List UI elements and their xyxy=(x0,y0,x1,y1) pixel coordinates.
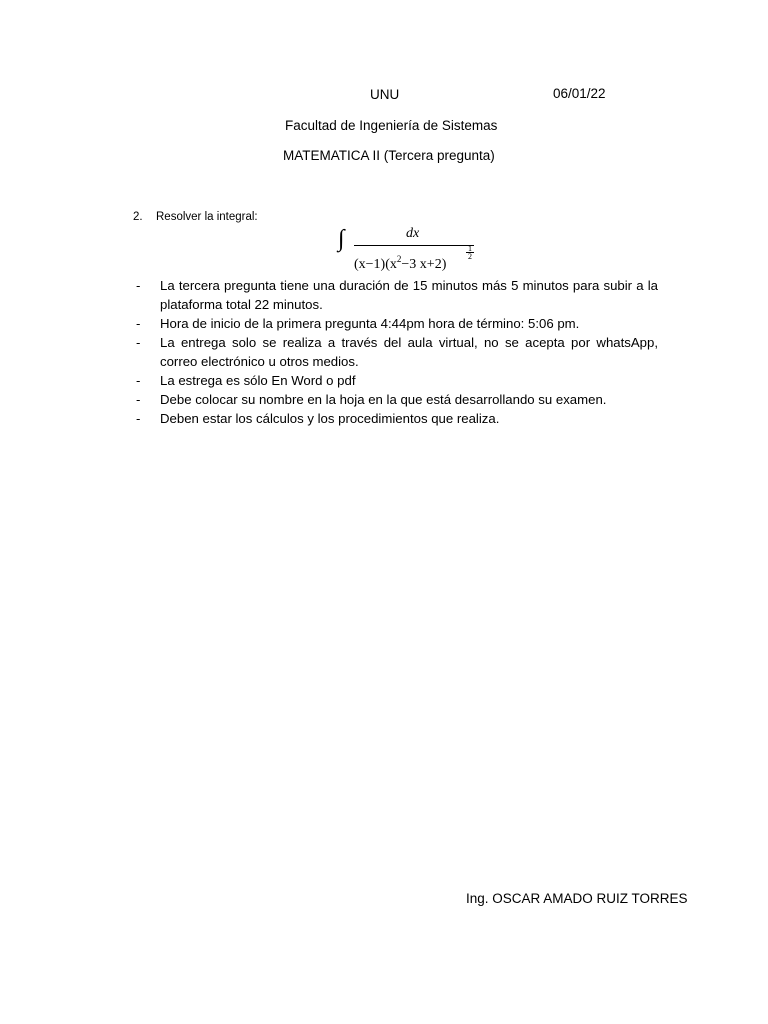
institution-name: UNU xyxy=(370,87,400,102)
rule-item xyxy=(136,314,658,333)
rule-item xyxy=(136,371,658,390)
rules-list xyxy=(136,276,658,428)
integral-expression xyxy=(338,226,488,276)
rule-bullet: - xyxy=(136,278,141,293)
outer-exponent-den: 2 xyxy=(468,252,472,261)
integral-sign: ∫ xyxy=(338,226,345,252)
rule-item xyxy=(136,276,658,314)
integral-numerator: dx xyxy=(406,226,420,241)
rule-text: La tercera pregunta tiene una duración de 15 minutos más 5 minutos para subir a la plataforma total 22 minutos. xyxy=(160,278,658,312)
signature: Ing. OSCAR AMADO RUIZ TORRES xyxy=(466,891,688,906)
outer-exponent-num: 1 xyxy=(468,244,472,253)
exam-date: 06/01/22 xyxy=(553,86,606,101)
denominator-square-exp: 2 xyxy=(396,254,402,264)
integral-denominator xyxy=(354,254,446,273)
rule-bullet: - xyxy=(136,373,141,388)
fraction-bar xyxy=(354,245,474,246)
rule-text: Debe colocar su nombre en la hoja en la que está desarrollando su examen. xyxy=(160,392,607,407)
denominator-factor-b: (x xyxy=(385,257,397,272)
rule-text: Deben estar los cálculos y los procedimientos que realiza. xyxy=(160,411,500,426)
question-number: 2. xyxy=(133,211,143,223)
faculty-name: Facultad de Ingeniería de Sistemas xyxy=(285,118,498,133)
rule-bullet: - xyxy=(136,392,141,407)
course-title: MATEMATICA II (Tercera pregunta) xyxy=(283,148,495,163)
denominator-factor-b-rest: −3 x+2) xyxy=(401,257,447,272)
rule-item xyxy=(136,333,658,371)
rule-text: La estrega es sólo En Word o pdf xyxy=(160,373,356,388)
rule-item xyxy=(136,409,658,428)
question-text: Resolver la integral: xyxy=(156,211,258,223)
outer-exponent xyxy=(466,245,474,260)
rule-bullet: - xyxy=(136,335,141,350)
denominator-factor-a: (x−1) xyxy=(354,257,386,272)
rule-item xyxy=(136,390,658,409)
rule-text: La entrega solo se realiza a través del aula virtual, no se acepta por whatsApp, correo electrónico u otros medios. xyxy=(160,335,658,369)
rule-text: Hora de inicio de la primera pregunta 4:44pm hora de término: 5:06 pm. xyxy=(160,316,580,331)
rule-bullet: - xyxy=(136,316,141,331)
rule-bullet: - xyxy=(136,411,141,426)
